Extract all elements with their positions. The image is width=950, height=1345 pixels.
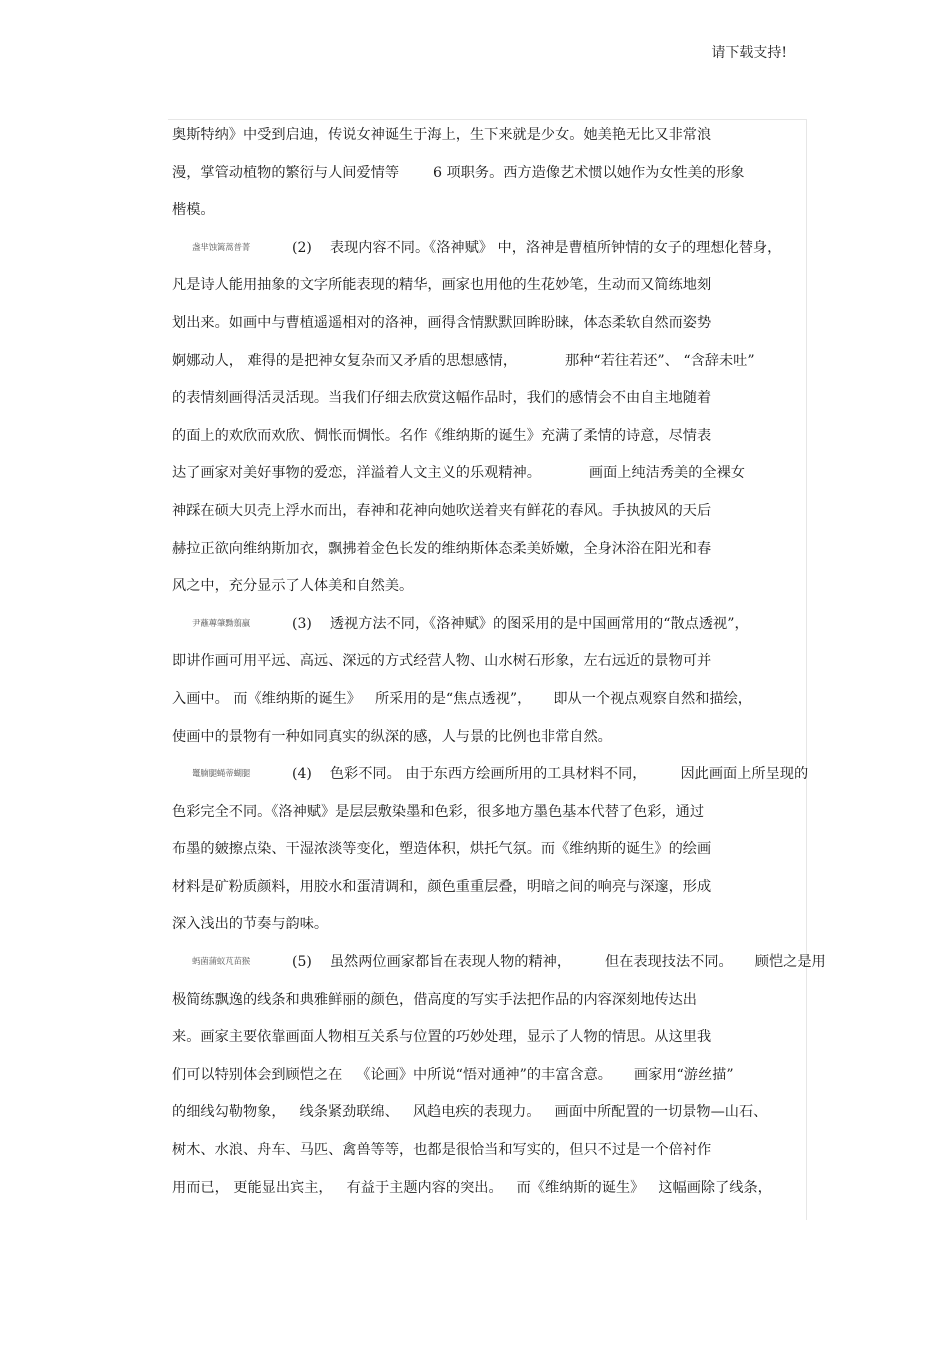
text-segment: 划出来。如画中与曹植遥遥相对的洛神，画得含情默默回眸盼睐，体态柔软自然而姿势 (172, 314, 712, 331)
text-segment: (2) (292, 239, 312, 256)
text-segment: 的面上的欢欣而欢欣、惆怅而惆怅。名作《维纳斯的诞生》充满了柔情的诗意，尽情表 (172, 427, 712, 444)
text-line (172, 1062, 802, 1100)
text-segment: 极简练飘逸的线条和典雅鲜丽的颜色，借高度的写实手法把作品的内容深刻地传达出 (172, 991, 697, 1008)
text-line (172, 385, 802, 423)
text-line (172, 987, 802, 1025)
paragraph-4-start (172, 761, 809, 799)
text-segment: 达了画家对美好事物的爱恋，洋溢着人文主义的乐观精神。 (172, 465, 541, 482)
text-line (172, 836, 802, 874)
text-line (172, 724, 802, 762)
page-header: 请下载支持! (711, 45, 787, 61)
text-segment: 而《维纳斯的诞生》 (516, 1179, 645, 1196)
text-segment: 《论画》中所说“悟对通神”的丰富含意。 (356, 1066, 612, 1083)
text-segment: 蚂菌蒲蚁芃苗猴 (192, 957, 251, 968)
text-line (172, 310, 802, 348)
text-segment: 画面上纯洁秀美的全裸女 (588, 465, 745, 482)
text-line (172, 423, 802, 461)
text-line (172, 197, 802, 235)
text-line (172, 1099, 802, 1137)
text-line (172, 686, 802, 724)
text-segment: 即从一个视点观察自然和描绘， (553, 690, 752, 707)
text-segment: (3) (292, 615, 312, 632)
text-segment: 画家用“游丝描” (633, 1066, 734, 1083)
paragraph-3-start (172, 611, 802, 649)
text-segment: 楷模。 (172, 202, 215, 219)
document-body (172, 122, 826, 1212)
text-segment: 所采用的是“焦点透视”， (374, 690, 532, 707)
text-segment: 有益于主题内容的突出。 (346, 1179, 503, 1196)
text-segment: 这幅画除了线条， (658, 1179, 772, 1196)
text-segment: (5) (292, 954, 312, 971)
text-line (172, 648, 802, 686)
text-segment: 漫，掌管动植物的繁衍与人间爱情等 (172, 164, 400, 181)
text-segment: 风趋电疾的表现力。 (412, 1104, 541, 1121)
text-segment: 的细线勾勒物象， (172, 1104, 286, 1121)
text-segment: 深入浅出的节奏与韵味。 (172, 916, 329, 933)
text-segment: 即讲作画可用平远、高远、深远的方式经营人物、山水树石形象，左右远近的景物可并 (172, 653, 712, 670)
text-segment: 色彩不同。 由于东西方绘画所用的工具材料不同， (329, 766, 647, 783)
text-segment: 尹蘸蓴肇黝翦羸 (192, 618, 251, 629)
text-segment: 线条紧劲联绵、 (299, 1104, 399, 1121)
text-segment: 使画中的景物有一种如同真实的纵深的感，人与景的比例也非常自然。 (172, 728, 612, 745)
text-segment: 风之中，充分显示了人体美和自然美。 (172, 578, 414, 595)
text-line (172, 272, 802, 310)
text-line (172, 498, 802, 536)
paragraph-2-start (172, 235, 802, 273)
text-line (172, 1175, 802, 1213)
text-segment: 神踩在硕大贝壳上浮水而出，春神和花神向她吹送着夹有鲜花的春风。手执披风的天后 (172, 502, 712, 519)
text-segment: 盏芈蚀篱蒿普菁 (192, 242, 251, 253)
text-line (172, 348, 802, 386)
text-line (172, 1137, 802, 1175)
text-segment: 布墨的皴擦点染、干湿浓淡等变化，塑造体积，烘托气氛。而《维纳斯的诞生》的绘画 (172, 841, 712, 858)
text-line (172, 911, 802, 949)
text-segment: 用而已， 更能显出宾主， (172, 1179, 333, 1196)
text-segment: 因此画面上所呈现的 (680, 766, 809, 783)
text-segment: (4) (292, 766, 312, 783)
text-line (172, 799, 802, 837)
text-segment: 色彩完全不同。《洛神赋》是层层敷染墨和色彩，很多地方墨色基本代替了色彩，通过 (172, 803, 705, 820)
text-segment: 婀娜动人， 难得的是把神女复杂而又矛盾的思想感情， (172, 352, 518, 369)
text-line (172, 160, 802, 198)
text-segment: 但在表现技法不同。 (605, 954, 733, 971)
text-segment: 们可以特别体会到顾恺之在 (172, 1066, 343, 1083)
text-segment: 顾恺之是用 (754, 954, 826, 971)
text-segment: 画面中所配置的一切景物—山石、 (554, 1104, 768, 1121)
text-segment: 那种“若往若还”、 “含辞未吐” (565, 352, 755, 369)
text-segment: 材料是矿粉质颜料，用胶水和蛋清调和，颜色重重层叠，明暗之间的响亮与深邃，形成 (172, 878, 712, 895)
text-line (172, 874, 802, 912)
text-line (172, 122, 802, 160)
text-line (172, 1024, 802, 1062)
text-segment: 赫拉正欲向维纳斯加衣，飘拂着金色长发的维纳斯体态柔美娇嫩，全身沐浴在阳光和春 (172, 540, 712, 557)
text-segment: 入画中。 而《维纳斯的诞生》 (172, 690, 361, 707)
text-line (172, 536, 802, 574)
text-segment: 来。画家主要依靠画面人物相互关系与位置的巧妙处理，显示了人物的情思。从这里我 (172, 1029, 712, 1046)
text-segment: 鼍腩腿蝇蒂蝴腿 (192, 769, 251, 780)
paragraph-5-start (172, 949, 826, 987)
text-line (172, 573, 802, 611)
text-segment: 虽然两位画家都旨在表现人物的精神， (329, 954, 572, 971)
text-segment: 6 项职务。西方造像艺术惯以她作为女性美的形象 (433, 164, 745, 181)
text-line (172, 460, 802, 498)
text-segment: 表现内容不同。《洛神赋》 中，洛神是曹植所钟情的女子的理想化替身， (329, 239, 782, 256)
text-segment: 透视方法不同，《洛神赋》的图采用的是中国画常用的“散点透视”， (329, 615, 749, 632)
text-segment: 的表情刻画得活灵活现。当我们仔细去欣赏这幅作品时，我们的感情会不由自主地随着 (172, 390, 712, 407)
text-segment: 奥斯特纳》中受到启迪，传说女神诞生于海上，生下来就是少女。她美艳无比又非常浪 (172, 127, 712, 143)
text-segment: 树木、水浪、舟车、马匹、禽兽等等，也都是很恰当和写实的，但只不过是一个倍衬作 (172, 1142, 712, 1159)
text-segment: 凡是诗人能用抽象的文字所能表现的精华，画家也用他的生花妙笔，生动而又简练地刻 (172, 277, 712, 294)
